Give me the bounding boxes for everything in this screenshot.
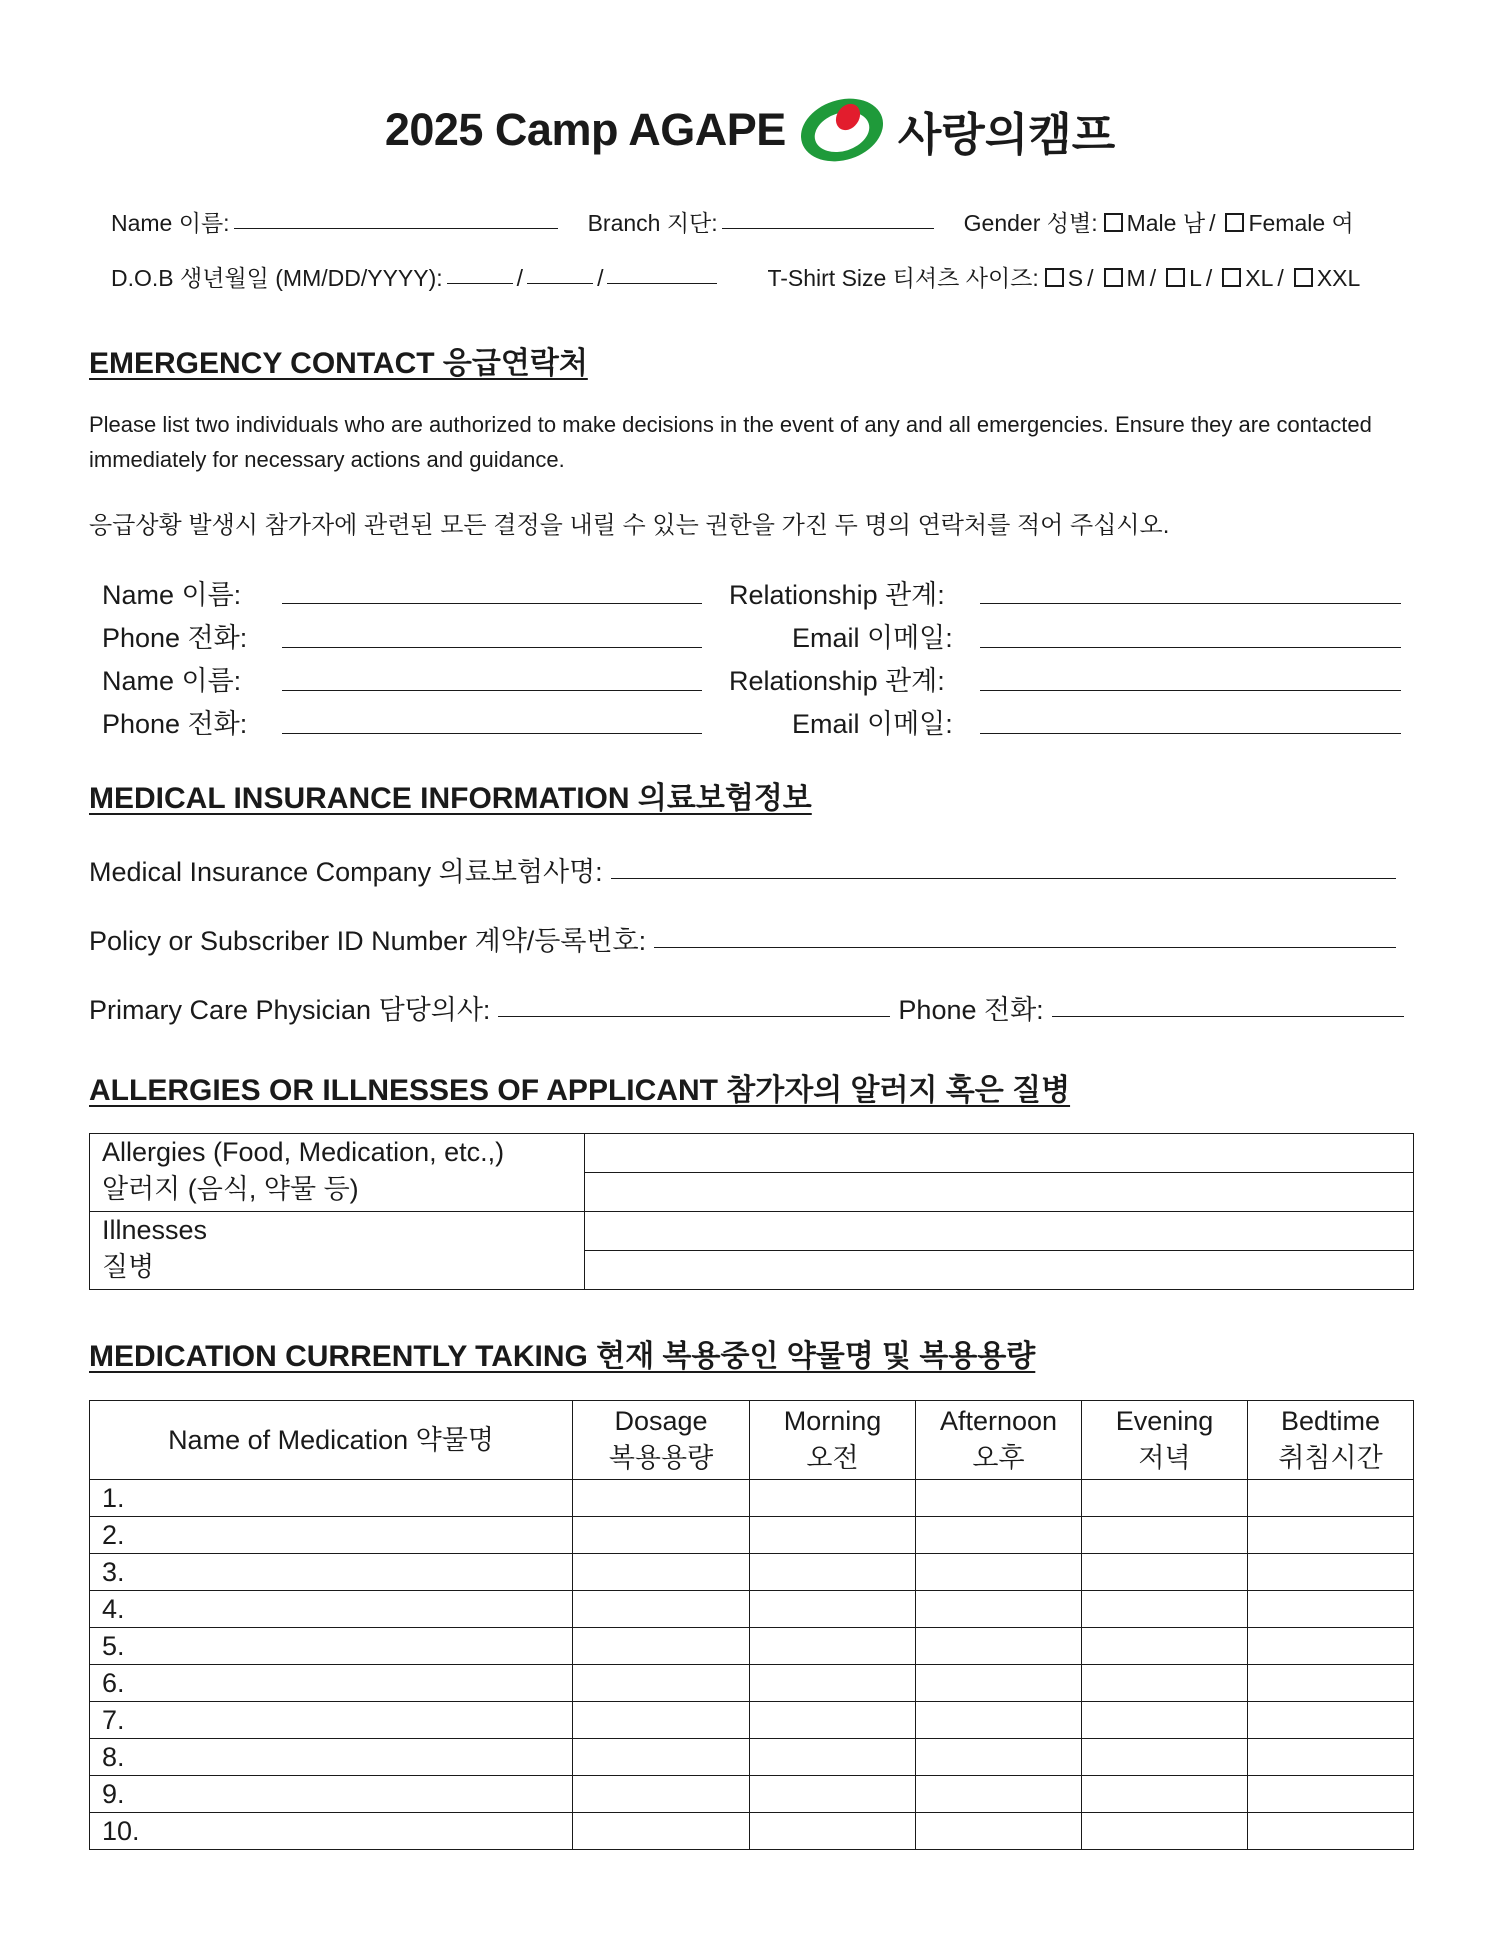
allergies-table (89, 1133, 1414, 1290)
morning-cell[interactable] (750, 1628, 916, 1665)
evening-cell[interactable] (1082, 1665, 1248, 1702)
evening-cell[interactable] (1082, 1776, 1248, 1813)
column-header-label-korean: 오전 (806, 1443, 859, 1473)
tshirt-separator: / (1205, 265, 1213, 291)
personal-info-row-2 (111, 260, 1360, 293)
gender-female-label: Female 여 (1248, 210, 1354, 236)
medication-header-row (90, 1401, 1414, 1480)
evening-cell[interactable] (1082, 1517, 1248, 1554)
dob-day-field[interactable] (527, 282, 593, 284)
afternoon-cell[interactable] (916, 1480, 1082, 1517)
column-header-dosage (573, 1401, 750, 1480)
table-row (90, 1739, 1414, 1776)
table-row (90, 1212, 1414, 1251)
emergency-instructions-korean: 응급상황 발생시 참가자에 관련된 모든 결정을 내릴 수 있는 권한을 가진 두 명의 연락처를 적어 주십시오. (89, 512, 1170, 539)
dosage-cell[interactable] (573, 1628, 750, 1665)
tshirt-separator: / (1087, 265, 1094, 291)
column-header-label: Morning (783, 1406, 882, 1436)
medication-name-cell[interactable]: 2. (90, 1517, 573, 1554)
afternoon-cell[interactable] (916, 1813, 1082, 1850)
insurance-company-row (89, 850, 1396, 889)
bedtime-cell[interactable] (1248, 1739, 1414, 1776)
medication-name-cell[interactable]: 6. (90, 1665, 573, 1702)
contact-2-phone-label: Phone 전화: (102, 709, 248, 739)
policy-number-row (89, 919, 1396, 958)
physician-phone-field[interactable] (1052, 1015, 1404, 1017)
column-header-bedtime (1248, 1401, 1414, 1480)
contact-1-email-label: Email 이메일: (792, 623, 953, 653)
allergies-answer-cell[interactable] (585, 1173, 1414, 1212)
gender-male-label: Male 남 (1126, 210, 1206, 236)
medication-name-cell[interactable]: 5. (90, 1628, 573, 1665)
dob-month-field[interactable] (447, 282, 513, 284)
table-row (90, 1591, 1414, 1628)
morning-cell[interactable] (750, 1813, 916, 1850)
dob-separator: / (516, 265, 524, 291)
tshirt-s-checkbox[interactable] (1045, 268, 1064, 287)
policy-number-field[interactable] (654, 946, 1396, 948)
physician-phone-label: Phone 전화: (898, 995, 1044, 1025)
dosage-cell[interactable] (573, 1702, 750, 1739)
dosage-cell[interactable] (573, 1554, 750, 1591)
column-header-afternoon (916, 1401, 1082, 1480)
morning-cell[interactable] (750, 1739, 916, 1776)
dosage-cell[interactable] (573, 1665, 750, 1702)
contact-1-name-field[interactable] (282, 603, 702, 604)
afternoon-cell[interactable] (916, 1665, 1082, 1702)
dosage-cell[interactable] (573, 1517, 750, 1554)
evening-cell[interactable] (1082, 1480, 1248, 1517)
contact-2-relationship-field[interactable] (980, 690, 1401, 691)
contact-2-relationship-label: Relationship 관계: (729, 666, 945, 696)
column-header-label-korean: 오후 (972, 1443, 1025, 1473)
gender-label: Gender 성별: (963, 210, 1098, 236)
illnesses-answer-cell[interactable] (585, 1212, 1414, 1251)
afternoon-cell[interactable] (916, 1628, 1082, 1665)
evening-cell[interactable] (1082, 1739, 1248, 1776)
gender-female-checkbox[interactable] (1225, 213, 1244, 232)
contact-2-name-field[interactable] (282, 690, 702, 691)
dob-label: D.O.B 생년월일 (MM/DD/YYYY): (111, 265, 443, 291)
medication-heading: MEDICATION CURRENTLY TAKING 현재 복용중인 약물명 및 복용용량 (89, 1340, 1036, 1373)
morning-cell[interactable] (750, 1517, 916, 1554)
name-field[interactable] (234, 227, 558, 229)
dosage-cell[interactable] (573, 1813, 750, 1850)
dosage-cell[interactable] (573, 1480, 750, 1517)
dosage-cell[interactable] (573, 1739, 750, 1776)
evening-cell[interactable] (1082, 1702, 1248, 1739)
gender-separator: / (1209, 210, 1216, 236)
tshirt-xl-label: XL (1245, 265, 1274, 291)
contact-1-relationship-label: Relationship 관계: (729, 580, 945, 610)
column-header-morning (750, 1401, 916, 1480)
illnesses-label: Illnesses (102, 1215, 208, 1245)
column-header-label: Bedtime (1280, 1406, 1381, 1436)
contact-1-relationship-field[interactable] (980, 603, 1401, 604)
medication-table (89, 1400, 1414, 1850)
medication-name-cell[interactable]: 9. (90, 1776, 573, 1813)
title-text: 2025 Camp AGAPE (384, 104, 786, 155)
medication-name-cell[interactable]: 4. (90, 1591, 573, 1628)
bedtime-cell[interactable] (1248, 1628, 1414, 1665)
evening-cell[interactable] (1082, 1628, 1248, 1665)
contact-2-email-label: Email 이메일: (792, 709, 953, 739)
tshirt-separator: / (1277, 265, 1284, 291)
contact-1-phone-field[interactable] (282, 647, 702, 648)
policy-number-label: Policy or Subscriber ID Number 계약/등록번호: (89, 926, 647, 956)
column-header-label-korean: 저녁 (1138, 1443, 1191, 1473)
afternoon-cell[interactable] (916, 1739, 1082, 1776)
bedtime-cell[interactable] (1248, 1517, 1414, 1554)
contact-2-email-field[interactable] (980, 733, 1401, 734)
tshirt-m-label: M (1126, 265, 1146, 291)
bedtime-cell[interactable] (1248, 1591, 1414, 1628)
allergies-label-cell (90, 1134, 585, 1212)
illnesses-answer-cell[interactable] (585, 1251, 1414, 1290)
contact-1-name-label: Name 이름: (102, 580, 242, 610)
gender-male-checkbox[interactable] (1104, 213, 1123, 232)
tshirt-separator: / (1149, 265, 1157, 291)
table-row (90, 1517, 1414, 1554)
tshirt-l-checkbox[interactable] (1166, 268, 1185, 287)
insurance-company-label: Medical Insurance Company 의료보험사명: (89, 857, 603, 887)
morning-cell[interactable] (750, 1665, 916, 1702)
dosage-cell[interactable] (573, 1591, 750, 1628)
tshirt-xxl-checkbox[interactable] (1294, 268, 1313, 287)
form-title (0, 90, 1500, 170)
allergies-heading: ALLERGIES OR ILLNESSES OF APPLICANT 참가자의 알러지 혹은 질병 (89, 1074, 1071, 1107)
medication-name-cell[interactable]: 8. (90, 1739, 573, 1776)
tshirt-xl-checkbox[interactable] (1222, 268, 1241, 287)
morning-cell[interactable] (750, 1480, 916, 1517)
personal-info-row-1 (111, 205, 1354, 238)
medication-name-cell[interactable]: 10. (90, 1813, 573, 1850)
dob-separator: / (597, 265, 604, 291)
bedtime-cell[interactable] (1248, 1702, 1414, 1739)
medication-name-cell[interactable]: 1. (90, 1480, 573, 1517)
insurance-company-field[interactable] (611, 877, 1396, 879)
contact-1-email-field[interactable] (980, 647, 1401, 648)
physician-label: Primary Care Physician 담당의사: (89, 995, 491, 1025)
illnesses-label-korean: 질병 (102, 1252, 155, 1282)
name-label: Name 이름: (111, 210, 230, 236)
column-header-label: Name of Medication 약물명 (168, 1424, 494, 1455)
afternoon-cell[interactable] (916, 1702, 1082, 1739)
emergency-instructions: Please list two individuals who are authorized to make decisions in the event of any and all emergencies. Ensure they are contacted immediately for necessary actions and guidance. (89, 412, 1372, 472)
table-row (90, 1134, 1414, 1173)
allergies-label: Allergies (Food, Medication, etc.,) (102, 1137, 505, 1167)
column-header-label-korean: 취침시간 (1278, 1443, 1383, 1473)
table-row (90, 1776, 1414, 1813)
bedtime-cell[interactable] (1248, 1480, 1414, 1517)
medication-name-cell[interactable]: 7. (90, 1702, 573, 1739)
medication-name-cell[interactable]: 3. (90, 1554, 573, 1591)
contact-1-phone-label: Phone 전화: (102, 623, 248, 653)
table-row (90, 1554, 1414, 1591)
column-header-label-korean: 복용용량 (608, 1443, 714, 1473)
afternoon-cell[interactable] (916, 1591, 1082, 1628)
column-header-label: Dosage (614, 1406, 708, 1436)
contact-2-phone-field[interactable] (282, 733, 702, 734)
bedtime-cell[interactable] (1248, 1813, 1414, 1850)
insurance-heading: MEDICAL INSURANCE INFORMATION 의료보험정보 (89, 782, 812, 815)
dosage-cell[interactable] (573, 1776, 750, 1813)
emergency-heading: EMERGENCY CONTACT 응급연락처 (89, 347, 588, 380)
table-row (90, 1702, 1414, 1739)
tshirt-label: T-Shirt Size 티셔츠 사이즈: (767, 265, 1039, 291)
evening-cell[interactable] (1082, 1813, 1248, 1850)
afternoon-cell[interactable] (916, 1776, 1082, 1813)
medication-table-body (90, 1480, 1414, 1850)
morning-cell[interactable] (750, 1554, 916, 1591)
evening-cell[interactable] (1082, 1591, 1248, 1628)
table-row (90, 1628, 1414, 1665)
tshirt-m-checkbox[interactable] (1104, 268, 1123, 287)
column-header-name (90, 1401, 573, 1480)
bedtime-cell[interactable] (1248, 1776, 1414, 1813)
branch-label: Branch 지단: (587, 210, 718, 236)
table-row (90, 1813, 1414, 1850)
table-row (90, 1480, 1414, 1517)
contact-2-name-label: Name 이름: (102, 666, 242, 696)
branch-field[interactable] (722, 227, 934, 229)
evening-cell[interactable] (1082, 1554, 1248, 1591)
tshirt-l-label: L (1189, 265, 1202, 291)
bedtime-cell[interactable] (1248, 1665, 1414, 1702)
morning-cell[interactable] (750, 1591, 916, 1628)
table-row (90, 1665, 1414, 1702)
bedtime-cell[interactable] (1248, 1554, 1414, 1591)
physician-row (89, 988, 1404, 1027)
column-header-label: Afternoon (939, 1406, 1058, 1436)
illnesses-label-cell (90, 1212, 585, 1290)
title-korean: 사랑의캠프 (897, 108, 1116, 160)
dob-year-field[interactable] (607, 282, 717, 284)
column-header-evening (1082, 1401, 1248, 1480)
allergies-label-korean: 알러지 (음식, 약물 등) (102, 1174, 359, 1204)
column-header-label: Evening (1115, 1406, 1214, 1436)
physician-field[interactable] (498, 1015, 890, 1017)
afternoon-cell[interactable] (916, 1517, 1082, 1554)
camp-agape-logo (796, 95, 888, 165)
tshirt-xxl-label: XXL (1316, 265, 1361, 291)
morning-cell[interactable] (750, 1702, 916, 1739)
morning-cell[interactable] (750, 1776, 916, 1813)
allergies-answer-cell[interactable] (585, 1134, 1414, 1173)
tshirt-s-label: S (1067, 265, 1084, 291)
afternoon-cell[interactable] (916, 1554, 1082, 1591)
